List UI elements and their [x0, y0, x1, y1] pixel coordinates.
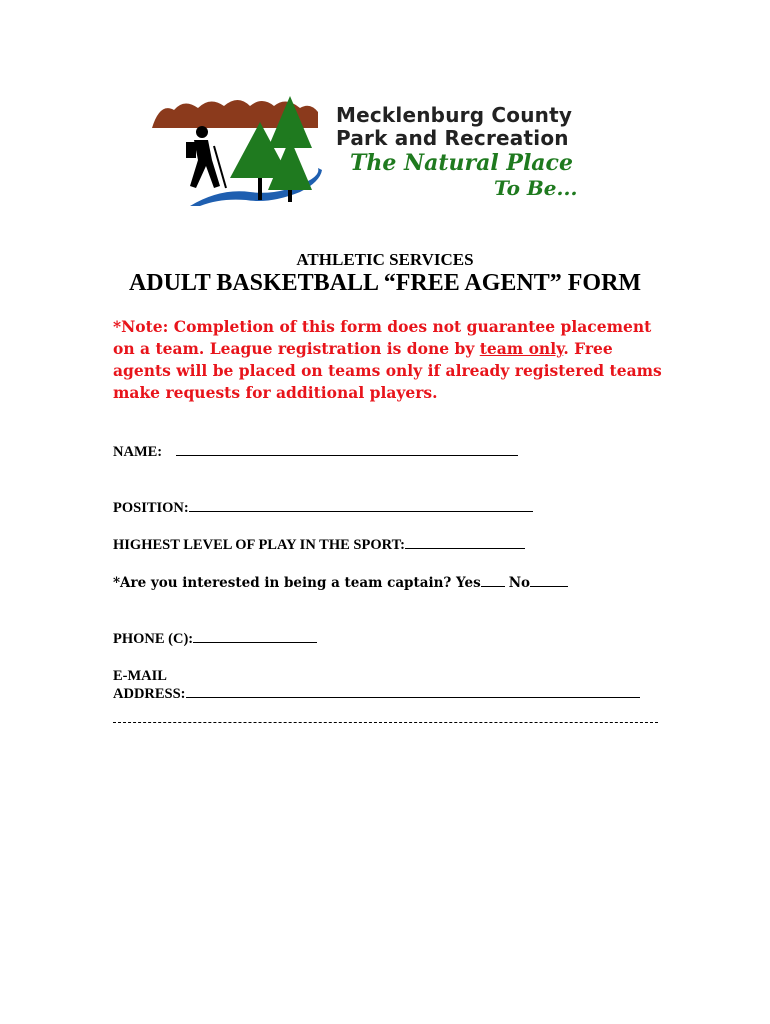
hiker-trees-icon: [150, 88, 330, 206]
email-input-line[interactable]: [186, 696, 640, 698]
level-label: HIGHEST LEVEL OF PLAY IN THE SPORT:: [113, 537, 405, 553]
note-underlined-text: team only: [479, 339, 564, 358]
logo-org-line1: Mecklenburg County: [336, 103, 573, 127]
note-text-after: . Free agents will be placed on teams only if already registered teams make requests for additional players.: [113, 339, 662, 402]
captain-no-label: No: [508, 575, 531, 591]
phone-field: [113, 631, 317, 648]
email-label-line2: ADDRESS:: [113, 686, 186, 702]
name-input-line[interactable]: [176, 454, 518, 456]
email-label-line1: E-MAIL: [113, 668, 167, 684]
logo-tagline-part2: To Be...: [494, 176, 578, 200]
position-input-line[interactable]: [189, 510, 533, 512]
captain-no-line[interactable]: [530, 585, 568, 587]
captain-label: *Are you interested in being a team captain? Yes: [113, 575, 481, 591]
phone-input-line[interactable]: [193, 641, 317, 643]
subtitle: ATHLETIC SERVICES: [296, 250, 474, 269]
phone-label: PHONE (C):: [113, 631, 194, 647]
name-label: NAME:: [113, 444, 163, 460]
cut-line-divider: [113, 722, 658, 723]
page-title: ADULT BASKETBALL “FREE AGENT” FORM: [128, 270, 642, 296]
placement-note: [113, 316, 673, 404]
level-input-line[interactable]: [405, 547, 525, 549]
note-text-before: *Note: Completion of this form does not guarantee placement on a team. League registration is done by: [113, 317, 652, 358]
email-field: [113, 686, 640, 703]
logo-tagline-part1: The Natural Place: [350, 150, 573, 176]
captain-yes-line[interactable]: [481, 585, 505, 587]
position-label: POSITION:: [113, 500, 189, 516]
captain-field: [113, 575, 568, 591]
logo-org-line2: Park and Recreation: [336, 126, 569, 150]
name-field: [113, 444, 518, 461]
park-recreation-logo: [150, 88, 630, 206]
position-field: [113, 500, 533, 517]
level-field: [113, 537, 525, 554]
